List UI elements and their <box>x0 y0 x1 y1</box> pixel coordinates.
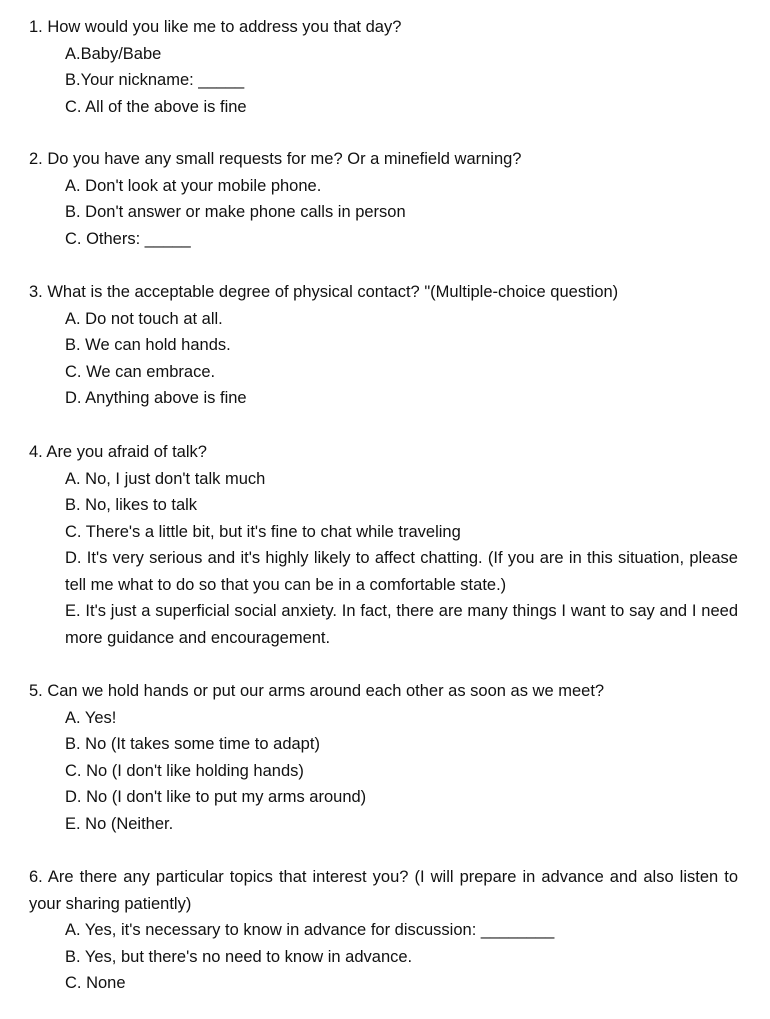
question-2-option-b: B. Don't answer or make phone calls in person <box>65 203 406 221</box>
question-4-option-a: A. No, I just don't talk much <box>65 469 266 488</box>
question-4 <box>29 439 738 651</box>
question-3 <box>29 279 738 412</box>
question-3-text: 3. What is the acceptable degree of physical contact? "(Multiple-choice question) <box>29 283 619 301</box>
question-5 <box>29 678 738 837</box>
question-3-option-a: A. Do not touch at all. <box>65 309 223 328</box>
question-3-option-c: C. We can embrace. <box>65 362 216 381</box>
question-6-option-a: A. Yes, it's necessary to know in advance for discussion: ________ <box>65 921 555 939</box>
question-5-text: 5. Can we hold hands or put our arms around each other as soon as we meet? <box>29 682 605 700</box>
question-5-option-e: E. No (Neither. <box>65 814 174 833</box>
question-6-option-c: C. None <box>65 974 126 992</box>
question-1 <box>29 14 738 120</box>
question-1-text: 1. How would you like me to address you that day? <box>29 18 402 36</box>
question-4-option-e: E. It's just a superficial social anxiety. In fact, there are many things I want to say and I need more guidance and encouragement. <box>65 602 738 647</box>
question-4-option-d: D. It's very serious and it's highly likely to affect chatting. (If you are in this situation, please tell me what to do so that you can be in a comfortable state.) <box>65 549 738 594</box>
question-3-option-d: D. Anything above is fine <box>65 389 247 407</box>
question-3-option-b: B. We can hold hands. <box>65 336 231 354</box>
question-6 <box>29 864 738 997</box>
question-1-option-a: A.Baby/Babe <box>65 44 162 63</box>
question-6-text: 6. Are there any particular topics that interest you? (I will prepare in advance and also listen to your sharing patiently) <box>29 868 738 913</box>
question-4-option-c: C. There's a little bit, but it's fine to chat while traveling <box>65 522 461 541</box>
question-6-option-b: B. Yes, but there's no need to know in advance. <box>65 947 413 966</box>
question-5-option-c: C. No (I don't like holding hands) <box>65 761 304 780</box>
question-1-option-c: C. All of the above is fine <box>65 97 247 116</box>
question-5-option-a: A. Yes! <box>65 708 117 727</box>
question-2-option-a: A. Don't look at your mobile phone. <box>65 176 322 195</box>
question-2-text: 2. Do you have any small requests for me? Or a minefield warning? <box>29 150 522 168</box>
question-2 <box>29 146 738 252</box>
question-5-option-d: D. No (I don't like to put my arms around) <box>65 788 367 806</box>
question-4-option-b: B. No, likes to talk <box>65 496 198 514</box>
question-5-option-b: B. No (It takes some time to adapt) <box>65 735 320 753</box>
question-2-option-c: C. Others: _____ <box>65 229 191 248</box>
question-4-text: 4. Are you afraid of talk? <box>29 443 207 461</box>
question-1-option-b: B.Your nickname: _____ <box>65 71 245 89</box>
